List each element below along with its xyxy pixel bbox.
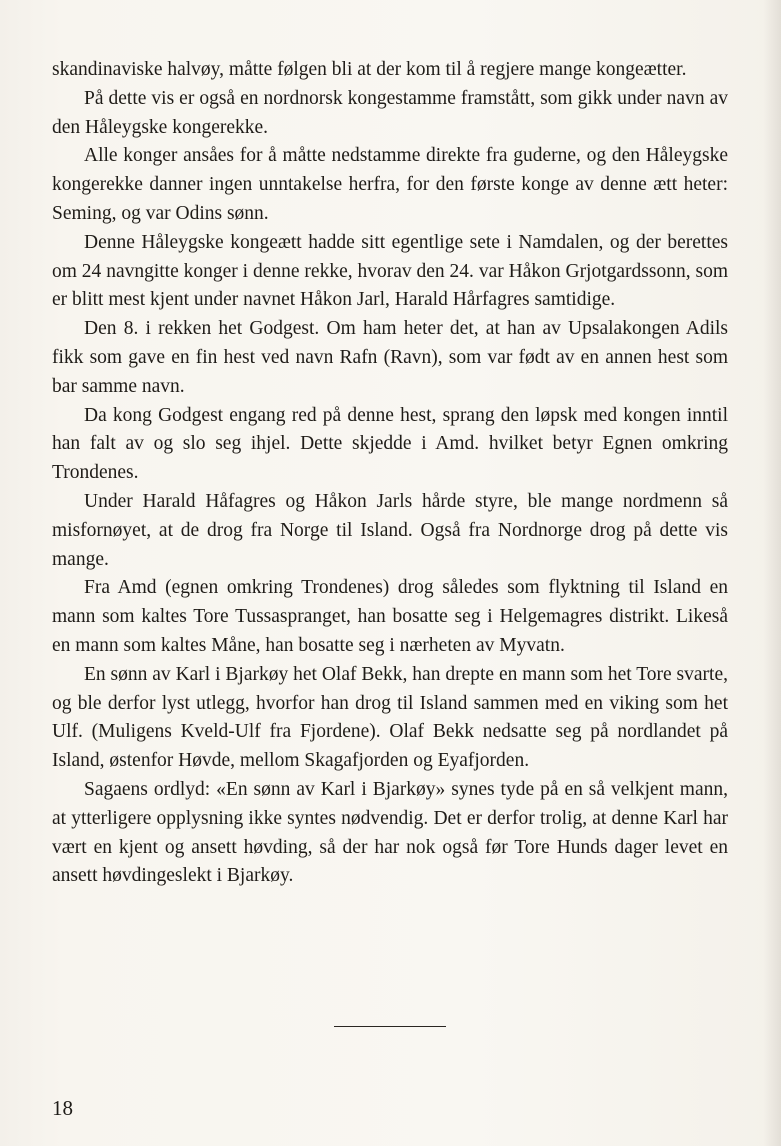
section-divider <box>334 1026 446 1027</box>
page-edge-shadow <box>763 0 781 1146</box>
paragraph-1: skandinaviske halvøy, måtte følgen bli at der kom til å regjere mange kongeætter. <box>52 59 687 80</box>
body-text <box>52 56 728 891</box>
paragraph-10: Sagaens ordlyd: «En sønn av Karl i Bjarkøy» synes tyde på en så velkjent mann, at ytterligere opplysning ikke syntes nødvendig. Det er derfor trolig, at denne Karl har vært en kjent og ansett høvding, så der har nok også før Tore Hunds dager levet en ansett høvdingeslekt i Bjarkøy. <box>52 778 728 887</box>
paragraph-2: På dette vis er også en nordnorsk kongestamme framstått, som gikk under navn av den Håleygske kongerekke. <box>52 87 728 138</box>
paragraph-8: Fra Amd (egnen omkring Trondenes) drog således som flyktning til Island en mann som kaltes Tore Tussaspranget, han bosatte seg i Helgemagres distrikt. Likeså en mann som kaltes Måne, han bosatte seg i nærheten av Myvatn. <box>52 577 728 656</box>
paragraph-6: Da kong Godgest engang red på denne hest, sprang den løpsk med kongen inntil han falt av og slo seg ihjel. Dette skjedde i Amd. hvilket betyr Egnen omkring Trondenes. <box>52 404 728 484</box>
paragraph-4: Denne Håleygske kongeætt hadde sitt egentlige sete i Namdalen, og der berettes om 24 navngitte konger i denne rekke, hvorav den 24. var Håkon Grjotgardssonn, som er blitt mest kjent under navnet Håkon Jarl, Harald Hårfagres samtidige. <box>52 231 728 311</box>
paragraph-3: Alle konger ansåes for å måtte nedstamme direkte fra guderne, og den Håleygske kongerekke danner ingen unntakelse herfra, for den første konge av denne ætt heter: Seming, og var Odins sønn. <box>52 145 728 224</box>
paragraph-9: En sønn av Karl i Bjarkøy het Olaf Bekk, han drepte en mann som het Tore svarte, og ble derfor lyst utlegg, hvorfor han drog til Island sammen med en viking som het Ulf. (Muligens Kveld-Ulf fra Fjordene). Olaf Bekk nedsatte seg på nordlandet på Island, østenfor Høvde, mellom Skagafjorden og Eyafjorden. <box>52 663 728 772</box>
page-number: 18 <box>52 1096 73 1120</box>
paragraph-7: Under Harald Håfagres og Håkon Jarls hårde styre, ble mange nordmenn så misfornøyet, at de drog fra Norge til Island. Også fra Nordnorge drog på dette vis mange. <box>52 490 728 570</box>
paragraph-5: Den 8. i rekken het Godgest. Om ham heter det, at han av Upsalakongen Adils fikk som gave en fin hest ved navn Rafn (Ravn), som var født av en annen hest som bar samme navn. <box>52 318 728 397</box>
